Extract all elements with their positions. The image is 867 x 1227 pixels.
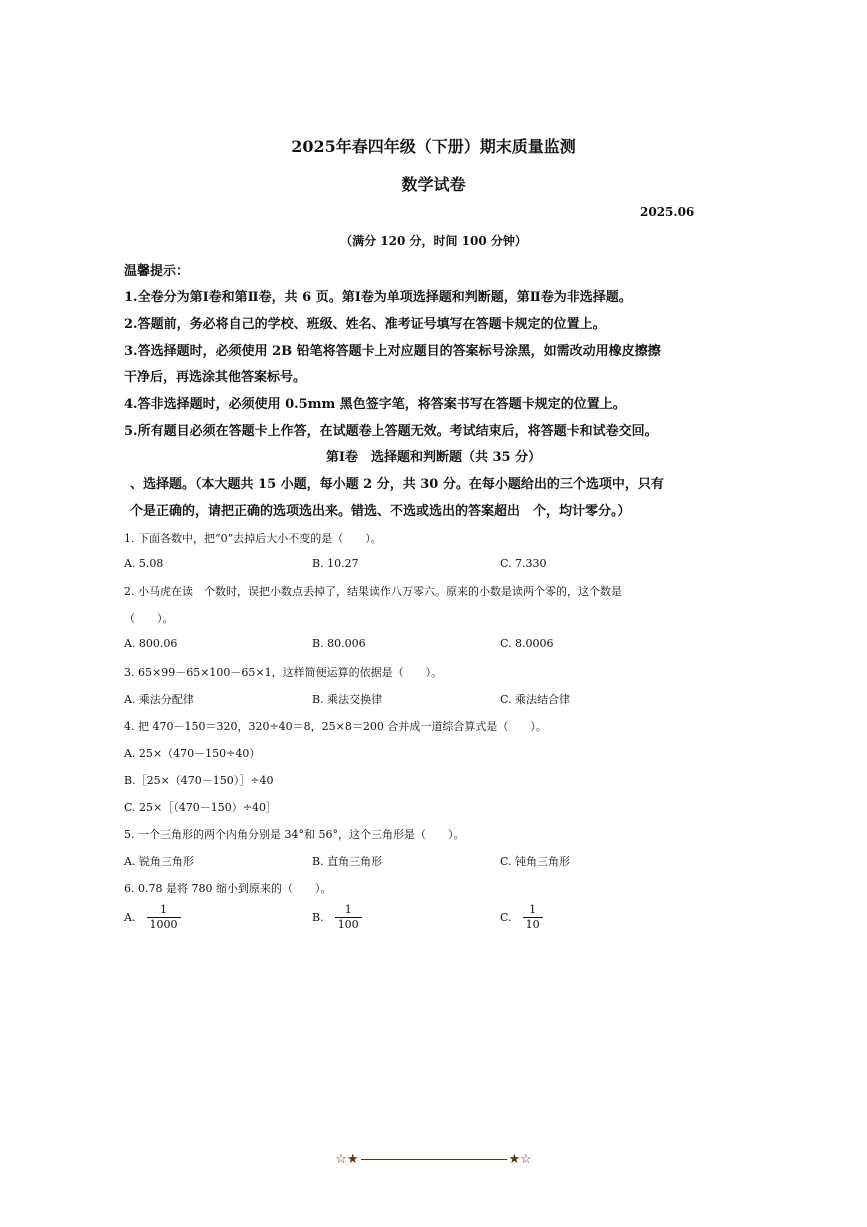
q5-option-c: C. 钝角三角形: [500, 855, 571, 868]
q3-option-a: A. 乘法分配律: [124, 693, 194, 706]
question-4: 4. 把 470－150＝320，320÷40＝8，25×8＝200 合并成一道综合算式是（ ）。: [124, 720, 547, 733]
q2-option-b: B. 80.006: [312, 637, 366, 650]
q6-option-c-fraction: [523, 903, 543, 932]
question-2-line2: （ ）。: [124, 612, 174, 625]
q6-option-a: [124, 903, 181, 932]
exam-subtitle: 数学试卷: [401, 175, 466, 194]
fraction-numerator: 1: [523, 903, 543, 918]
q2-option-c: C. 8.0006: [500, 637, 554, 650]
q6-option-c-label: C.: [500, 911, 512, 924]
q4-option-b: B.［25×（470－150）］÷40: [124, 774, 274, 787]
part1-heading: 第Ⅰ卷 选择题和判断题（共 35 分）: [325, 450, 542, 465]
q6-option-b-label: B.: [312, 911, 324, 924]
star-icon-left: ☆★: [335, 1152, 359, 1167]
q5-option-a: A. 锐角三角形: [124, 855, 194, 868]
star-icon-right: ★☆: [508, 1152, 532, 1167]
page-footer-decoration: [0, 1152, 867, 1167]
notice-item: 2.答题前，务必将自己的学校、班级、姓名、准考证号填写在答题卡规定的位置上。: [124, 317, 606, 332]
exam-title: 2025年春四年级（下册）期末质量监测: [291, 137, 576, 156]
q6-option-a-fraction: [147, 903, 181, 932]
fraction-numerator: 1: [147, 903, 181, 918]
q4-option-c: C. 25×［（470－150）÷40］: [124, 801, 277, 814]
fraction-denominator: 10: [525, 918, 540, 931]
question-3: 3. 65×99－65×100－65×1，这样简便运算的依据是（ ）。: [124, 666, 443, 679]
q6-option-c: [500, 903, 543, 932]
fraction-denominator: 1000: [149, 918, 178, 931]
question-6: 6. 0.78 是将 780 缩小到原来的（ ）。: [124, 882, 332, 895]
q1-option-b: B. 10.27: [312, 557, 359, 570]
q3-option-b: B. 乘法交换律: [312, 693, 383, 706]
fraction-denominator: 100: [337, 918, 359, 931]
q6-option-b-fraction: [335, 903, 362, 932]
footer-divider: [361, 1159, 507, 1160]
q2-option-a: A. 800.06: [124, 637, 178, 650]
q3-option-c: C. 乘法结合律: [500, 693, 571, 706]
q1-option-a: A. 5.08: [124, 557, 164, 570]
question-2-line1: 2. 小马虎在读 个数时，误把小数点丢掉了，结果读作八万零六。原来的小数是读两个零的，这个数是: [124, 585, 622, 598]
notice-item: 干净后，再选涂其他答案标号。: [124, 370, 307, 385]
q6-option-a-label: A.: [124, 911, 136, 924]
notice-item: 1.全卷分为第Ⅰ卷和第Ⅱ卷，共 6 页。第Ⅰ卷为单项选择题和判断题，第Ⅱ卷为非选择题。: [124, 290, 632, 305]
q6-option-b: [312, 903, 362, 932]
question-5: 5. 一个三角形的两个内角分别是 34°和 56°，这个三角形是（ ）。: [124, 828, 465, 841]
notice-item: 5.所有题目必须在答题卡上作答，在试题卷上答题无效。考试结束后，将答题卡和试卷交回。: [124, 424, 658, 439]
section-instructions-line2: 个是正确的，请把正确的选项选出来。错选、不选或选出的答案超出 个，均计零分。）: [130, 504, 631, 519]
exam-date: 2025.06: [640, 205, 695, 219]
fraction-numerator: 1: [335, 903, 362, 918]
notice-item: 4.答非选择题时，必须使用 0.5mm 黑色签字笔，将答案书写在答题卡规定的位置上。: [124, 397, 626, 412]
q4-option-a: A. 25×（470－150÷40）: [124, 747, 261, 760]
q1-option-c: C. 7.330: [500, 557, 547, 570]
section-instructions-line1: 、选择题。（本大题共 15 小题，每小题 2 分，共 30 分。在每小题给出的三个选项中，只有: [130, 477, 664, 492]
question-1: 1. 下面各数中，把“0”去掉后大小不变的是（ ）。: [124, 532, 382, 545]
score-time: （满分 120 分，时间 100 分钟）: [340, 234, 527, 248]
notice-heading: 温馨提示：: [124, 264, 190, 279]
q5-option-b: B. 直角三角形: [312, 855, 383, 868]
notice-item: 3.答选择题时，必须使用 2B 铅笔将答题卡上对应题目的答案标号涂黑，如需改动用橡皮擦擦: [124, 344, 661, 359]
